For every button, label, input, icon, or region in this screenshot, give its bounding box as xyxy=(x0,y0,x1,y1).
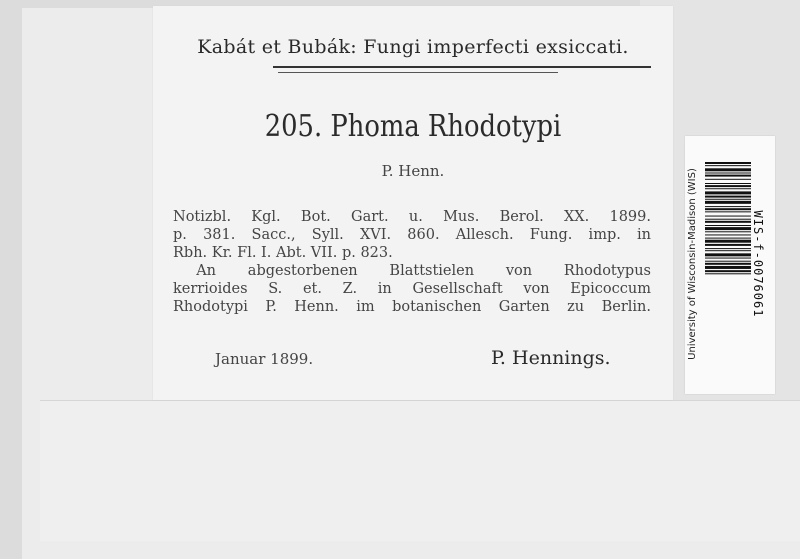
barcode-bar xyxy=(705,231,751,232)
barcode-bar xyxy=(705,221,751,223)
barcode-bar xyxy=(705,258,751,259)
barcode-number: WIS-f-0076061 xyxy=(751,210,765,318)
barcode-bar xyxy=(705,219,751,220)
barcode-bar xyxy=(705,173,751,174)
barcode-bar xyxy=(705,266,751,269)
barcode-graphic xyxy=(705,162,751,370)
barcode-bar xyxy=(705,250,751,251)
barcode-bar xyxy=(705,168,751,171)
barcode-bar xyxy=(705,188,751,189)
citation-line: Rbh. Kr. Fl. I. Abt. VII. p. 823. xyxy=(173,245,393,261)
barcode-bar xyxy=(705,273,751,274)
barcode-bar xyxy=(705,201,751,204)
barcode-bar xyxy=(705,211,751,212)
header-rule xyxy=(273,66,651,68)
barcode-card xyxy=(685,136,775,394)
barcode-bar xyxy=(705,248,751,249)
habitat-line: Rhodotypi P. Henn. im botanischen Garten zu Berlin. xyxy=(173,299,651,315)
barcode-bar xyxy=(705,270,751,272)
barcode-bar xyxy=(705,183,751,184)
institution-text: University of Wisconsin-Madison (WIS) xyxy=(687,168,698,360)
citation-line: p. 381. Sacc., Syll. XVI. 860. Allesch. Fung. imp. in xyxy=(173,227,651,243)
barcode-bar xyxy=(705,162,751,164)
header-subrule xyxy=(278,72,558,73)
barcode-bar xyxy=(705,253,751,256)
barcode-bar xyxy=(705,234,751,235)
habitat-line: An abgestorbenen Blattstielen von Rhodotypus xyxy=(196,263,651,279)
specimen-label xyxy=(153,6,673,400)
barcode-bar xyxy=(705,206,751,207)
barcode-bar xyxy=(705,191,751,194)
barcode-bar xyxy=(705,244,751,246)
barcode-bar xyxy=(705,185,751,187)
citation-line: Notizbl. Kgl. Bot. Gart. u. Mus. Berol. XX. 1899. xyxy=(173,209,651,225)
barcode-bar xyxy=(705,196,751,198)
specimen-title: 205. Phoma Rhodotypi xyxy=(264,109,562,144)
barcode-bar xyxy=(705,199,751,200)
series-header: Kabát et Bubák: Fungi imperfecti exsiccati. xyxy=(197,36,629,58)
barcode-bar xyxy=(705,175,751,177)
barcode-bar xyxy=(705,165,751,166)
barcode-bar xyxy=(705,263,751,265)
barcode-bar xyxy=(705,261,751,262)
collection-date: Januar 1899. xyxy=(215,350,314,368)
barcode-bar xyxy=(705,208,751,210)
barcode-bar xyxy=(705,216,751,217)
author-name: P. Henn. xyxy=(381,162,445,180)
barcode-bar xyxy=(705,238,751,239)
envelope-edge xyxy=(40,400,800,541)
barcode-bar xyxy=(705,240,751,243)
habitat-line: kerrioides S. et. Z. in Gesellschaft von Epicoccum xyxy=(173,281,651,297)
barcode-bar xyxy=(705,225,751,226)
barcode-bar xyxy=(705,179,751,180)
barcode-bar xyxy=(705,227,751,230)
label-body xyxy=(173,208,651,316)
collector-name: P. Hennings. xyxy=(491,347,611,369)
